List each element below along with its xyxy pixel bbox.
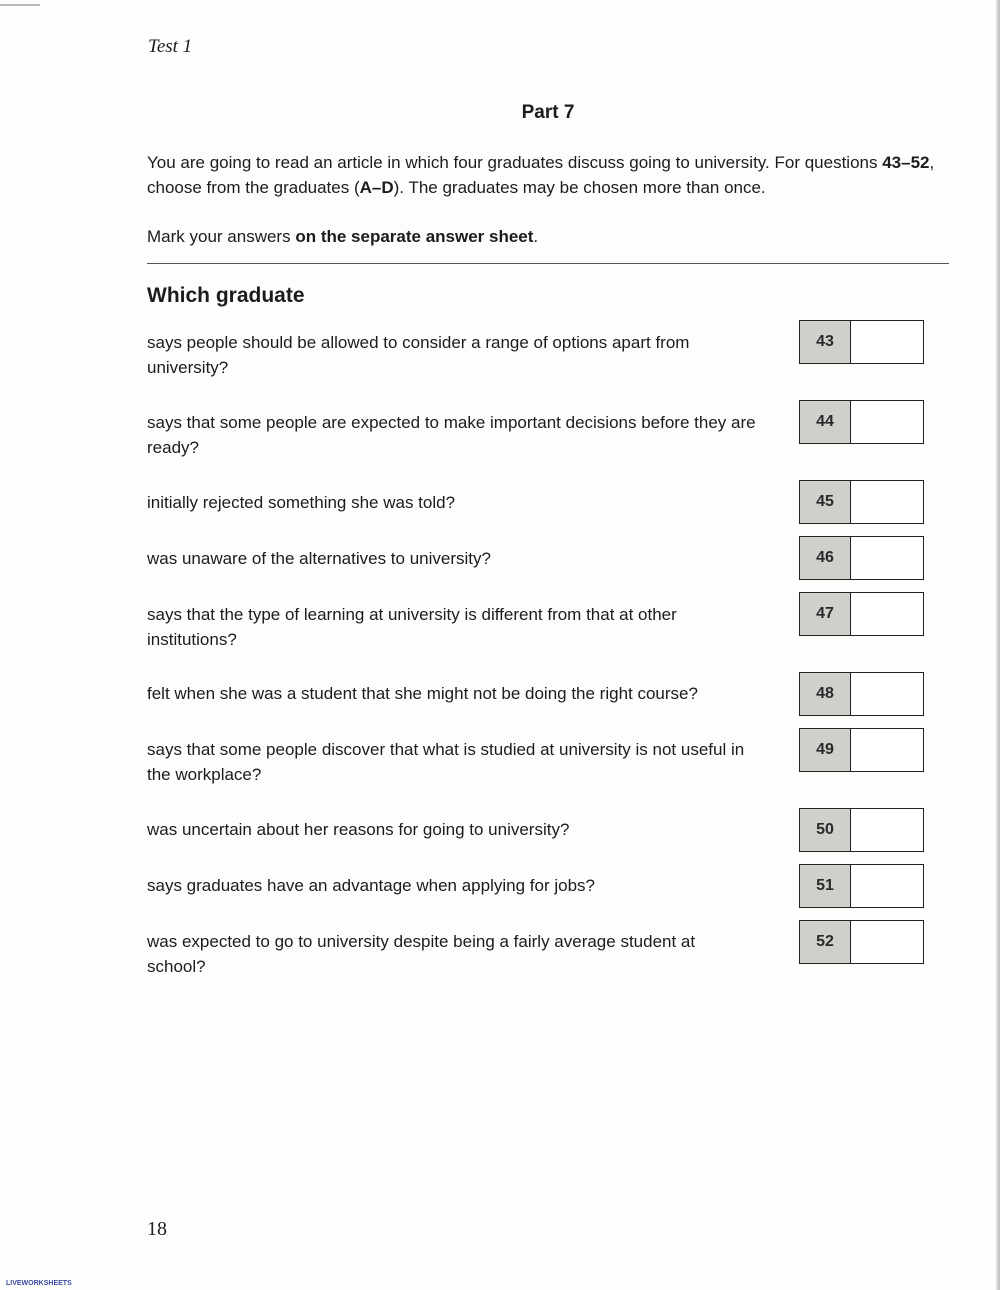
question-number: 43 bbox=[800, 321, 851, 363]
mark-text-bold: on the separate answer sheet bbox=[295, 227, 534, 246]
instructions-text: ). The graduates may be chosen more than once. bbox=[393, 178, 766, 197]
question-number: 51 bbox=[800, 865, 851, 907]
answer-field[interactable] bbox=[851, 865, 923, 907]
question-48-text: felt when she was a student that she might not be doing the right course? bbox=[147, 684, 698, 703]
answer-field[interactable] bbox=[851, 729, 923, 771]
question-43-answer-box bbox=[799, 320, 924, 364]
question-47-text: says that the type of learning at university is different from that at other institutions? bbox=[147, 605, 677, 649]
question-45-answer-box bbox=[799, 480, 924, 524]
answer-field[interactable] bbox=[851, 673, 923, 715]
answer-field[interactable] bbox=[851, 321, 923, 363]
part-title: Part 7 bbox=[521, 102, 575, 123]
page-number: 18 bbox=[147, 1218, 167, 1240]
question-number: 47 bbox=[800, 593, 851, 635]
question-number: 48 bbox=[800, 673, 851, 715]
mark-answers-paragraph bbox=[147, 224, 957, 249]
instructions bbox=[147, 150, 957, 249]
question-52-answer-box bbox=[799, 920, 924, 964]
question-50-answer-box bbox=[799, 808, 924, 852]
answer-field[interactable] bbox=[851, 481, 923, 523]
scan-mark bbox=[0, 4, 40, 6]
question-number: 45 bbox=[800, 481, 851, 523]
question-44-text: says that some people are expected to make important decisions before they are ready? bbox=[147, 413, 756, 457]
question-number: 49 bbox=[800, 729, 851, 771]
mark-text: Mark your answers bbox=[147, 227, 296, 246]
mark-text: . bbox=[533, 227, 539, 246]
question-47-answer-box bbox=[799, 592, 924, 636]
answer-field[interactable] bbox=[851, 401, 923, 443]
divider bbox=[147, 263, 949, 264]
answer-field[interactable] bbox=[851, 921, 923, 963]
question-number: 44 bbox=[800, 401, 851, 443]
answer-field[interactable] bbox=[851, 537, 923, 579]
question-44-answer-box bbox=[799, 400, 924, 444]
question-45-text: initially rejected something she was told? bbox=[147, 493, 456, 512]
question-number: 46 bbox=[800, 537, 851, 579]
question-number: 52 bbox=[800, 921, 851, 963]
instructions-text: , choose from the graduates ( bbox=[147, 153, 935, 197]
question-46-answer-box bbox=[799, 536, 924, 580]
watermark: LIVEWORKSHEETS bbox=[6, 1280, 72, 1287]
graduate-range: A–D bbox=[359, 178, 394, 197]
question-number: 50 bbox=[800, 809, 851, 851]
question-50-text: was uncertain about her reasons for going to university? bbox=[147, 820, 570, 839]
question-48-answer-box bbox=[799, 672, 924, 716]
instructions-paragraph bbox=[147, 150, 957, 200]
question-49-text: says that some people discover that what is studied at university is not useful in the workplace? bbox=[147, 740, 745, 784]
page-edge bbox=[996, 0, 1000, 1290]
question-49-answer-box bbox=[799, 728, 924, 772]
question-51-text: says graduates have an advantage when applying for jobs? bbox=[147, 876, 595, 895]
question-46-text: was unaware of the alternatives to university? bbox=[147, 549, 491, 568]
instructions-text: You are going to read an article in which four graduates discuss going to university. For questions bbox=[147, 153, 883, 172]
question-52-text: was expected to go to university despite being a fairly average student at school? bbox=[147, 932, 696, 976]
section-heading: Which graduate bbox=[147, 284, 305, 307]
test-label: Test 1 bbox=[148, 36, 193, 57]
question-range: 43–52 bbox=[882, 153, 930, 172]
question-43-text: says people should be allowed to consider a range of options apart from university? bbox=[147, 333, 690, 377]
answer-field[interactable] bbox=[851, 809, 923, 851]
question-51-answer-box bbox=[799, 864, 924, 908]
answer-field[interactable] bbox=[851, 593, 923, 635]
